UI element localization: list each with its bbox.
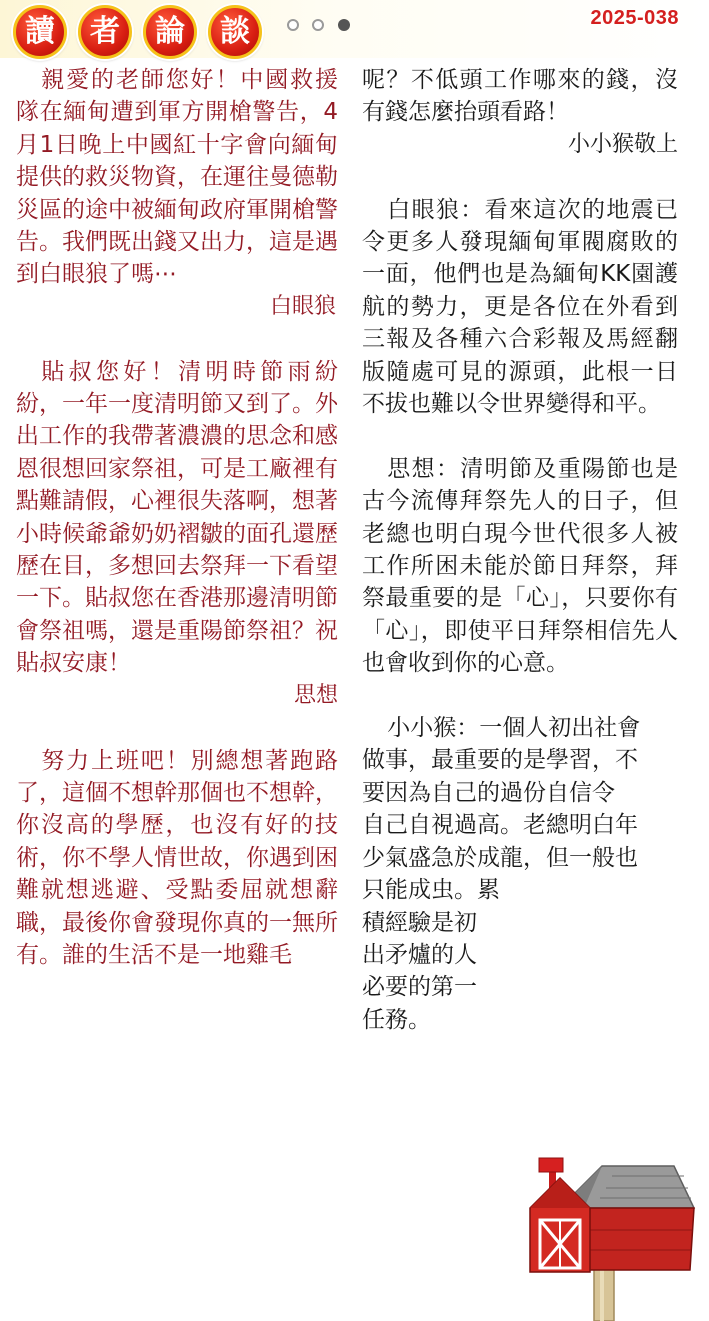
letter-3-signature: 小小猴敬上 bbox=[567, 131, 678, 157]
issue-number: 2025-038 bbox=[590, 7, 679, 29]
left-column bbox=[16, 64, 338, 971]
spacer bbox=[362, 420, 678, 452]
reply-3-line: 小小猴：一個人初出社會 bbox=[387, 715, 641, 742]
reply-3-line: 自己自視過高。老總明白年 bbox=[362, 812, 638, 839]
reply-3-line: 做事，最重要的是學習，不 bbox=[362, 747, 638, 774]
reader-letter-2: 貼叔您好！清明時節雨紛紛，一年一度清明節又到了。外出工作的我帶著濃濃的思念和感恩很想回家祭祖，可是工廠裡有點難請假，心裡很失落啊，想著小時候爺爺奶奶褶皺的面孔還歷歷在目，多想回去祭拜一下看望一下。貼叔您在香港那邊清明節會祭祖嗎，還是重陽節祭祖？祝貼叔安康！ bbox=[16, 358, 338, 677]
reader-letter-1: 親愛的老師您好！中國救援隊在緬甸遭到軍方開槍警告，4月1日晚上中國紅十字會向緬甸提供的救災物資，在運往曼德勒災區的途中被緬甸政府軍開槍警告。我們既出錢又出力，這是遇到白眼狼了嗎⋯ bbox=[16, 67, 338, 288]
reply-3-line: 少氣盛急於成龍，但一般也 bbox=[362, 844, 638, 871]
spacer bbox=[362, 680, 678, 712]
reply-3-line: 必要的第一 bbox=[362, 974, 477, 1001]
reader-letter-3: 努力上班吧！別總想著跑路了，這個不想幹那個也不想幹，你沒高的學歷，也沒有好的技術，你不學人情世故，你遇到困難就想逃避、受點委屈就想辭職，最後你會發現你真的一無所有。誰的生活不是一地雞毛 bbox=[16, 747, 338, 968]
reply-3-line: 只能成虫。累 bbox=[362, 877, 500, 904]
spacer bbox=[362, 161, 678, 193]
editor-reply-3 bbox=[362, 712, 678, 1036]
spacer bbox=[16, 323, 338, 355]
reply-3-line: 積經驗是初 bbox=[362, 909, 477, 936]
header-bar bbox=[0, 0, 709, 58]
title-char-2: 者 bbox=[78, 5, 132, 59]
dot-icon bbox=[312, 19, 324, 31]
reply-3-line: 出矛爐的人 bbox=[362, 941, 477, 968]
dot-icon bbox=[287, 19, 299, 31]
reader-letter-3-continued: 呢？不低頭工作哪來的錢，沒有錢怎麼抬頭看路！ bbox=[362, 67, 678, 126]
reply-3-line: 任務。 bbox=[362, 1006, 431, 1033]
title-char-1: 讀 bbox=[13, 5, 67, 59]
dot-icon bbox=[338, 19, 350, 31]
mailbox-illustration bbox=[522, 1150, 702, 1321]
title-char-3: 論 bbox=[143, 5, 197, 59]
title-char-4: 談 bbox=[208, 5, 262, 59]
reply-3-line: 要因為自己的過份自信令 bbox=[362, 779, 615, 806]
right-column bbox=[362, 64, 678, 1036]
editor-reply-1: 白眼狼：看來這次的地震已令更多人發現緬甸軍閥腐敗的一面，他們也是為緬甸KK園護航的勢力，更是各位在外看到三報及各種六合彩報及馬經翻版隨處可見的源頭，此根一日不拔也難以令世界變得和平。 bbox=[362, 196, 678, 418]
letter-2-signature: 思想 bbox=[293, 682, 338, 708]
letter-1-signature: 白眼狼 bbox=[269, 293, 336, 319]
spacer bbox=[16, 712, 338, 744]
editor-reply-2: 思想：清明節及重陽節也是古今流傳拜祭先人的日子，但老總也明白現今世代很多人被工作所困未能於節日拜祭，拜祭最重要的是「心」，只要你有「心」，即使平日拜祭相信先人也會收到你的心意。 bbox=[362, 455, 678, 677]
